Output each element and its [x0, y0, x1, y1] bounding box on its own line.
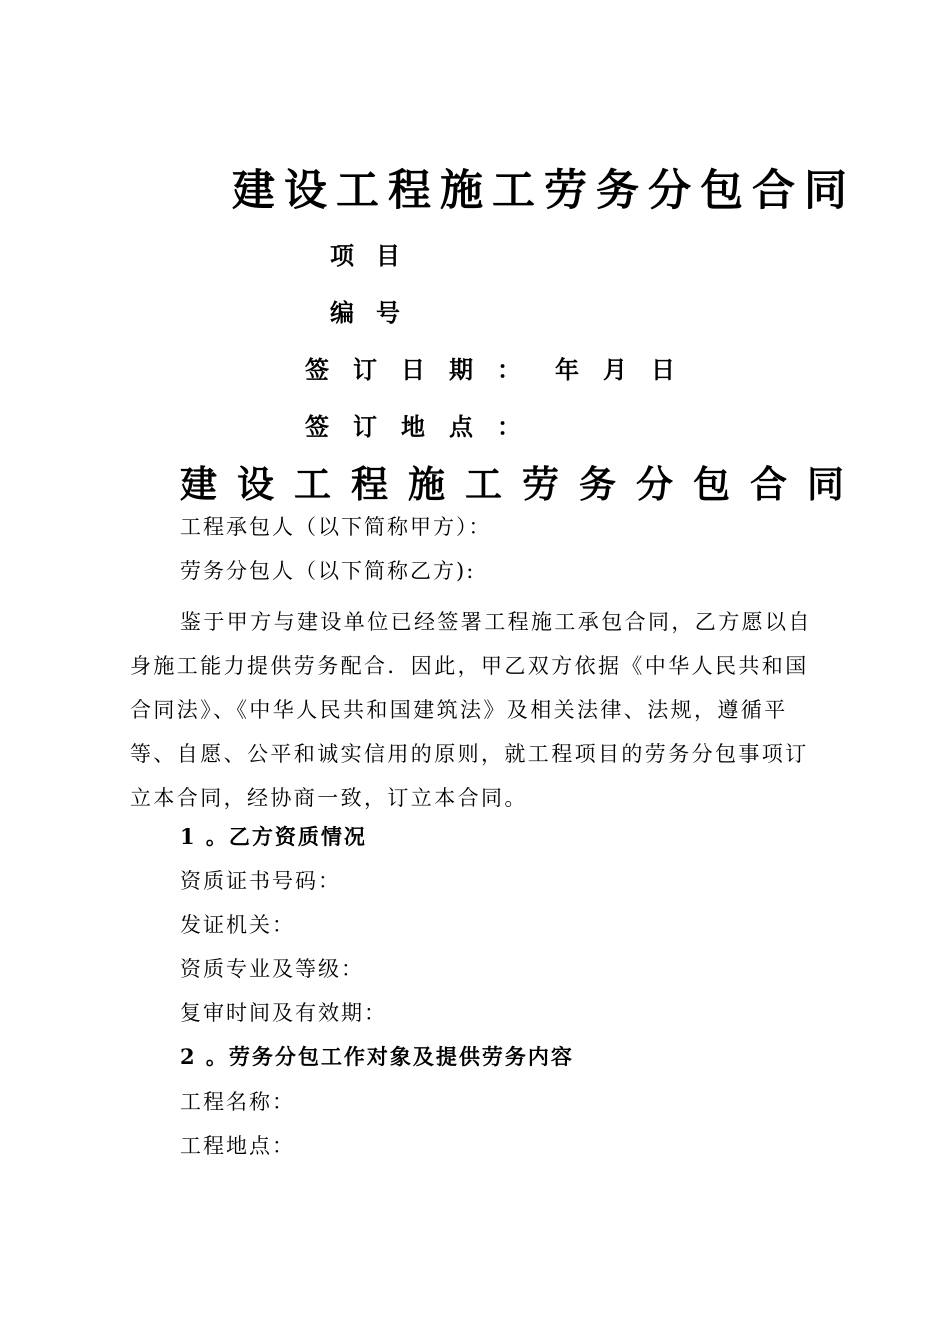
party-b-line: 劳务分包人（以下简称乙方): [180, 559, 476, 583]
sign-date-value: 年月日 [555, 355, 699, 384]
project-location: 工程地点： [180, 1134, 295, 1158]
issuing-authority: 发证机关： [180, 913, 295, 937]
contract-title: 建设工程施工劳务分包合同 [180, 462, 864, 506]
party-a-line: 工程承包人（以下简称甲方）： [180, 515, 492, 539]
project-name: 工程名称： [180, 1090, 295, 1114]
section-2-heading: 2 。劳务分包工作对象及提供劳务内容 [180, 1044, 574, 1069]
sign-date-label: 签订日期： [305, 355, 545, 384]
qualification-cert-number: 资质证书号码： [180, 869, 341, 893]
qualification-grade: 资质专业及等级： [180, 957, 364, 981]
project-label: 项目 [330, 241, 422, 270]
cover-title: 建设工程施工劳务分包合同 [232, 166, 856, 216]
review-validity: 复审时间及有效期： [180, 1001, 387, 1025]
sign-date-row [305, 355, 699, 385]
preamble-paragraph: 鉴于甲方与建设单位已经签署工程施工承包合同，乙方愿以自身施工能力提供劳务配合．因此，甲乙双方依据《中华人民共和国合同法》、《中华人民共和国建筑法》及相关法律、法规，遵循平等、自愿、公平和诚实信用的原则，就工程项目的劳务分包事项订立本合同，经协商一致，订立本合同。 [130, 610, 812, 810]
number-label: 编号 [330, 298, 422, 327]
sign-place-label: 签订地点： [305, 412, 545, 441]
section-1-heading: 1 。乙方资质情况 [180, 824, 367, 849]
